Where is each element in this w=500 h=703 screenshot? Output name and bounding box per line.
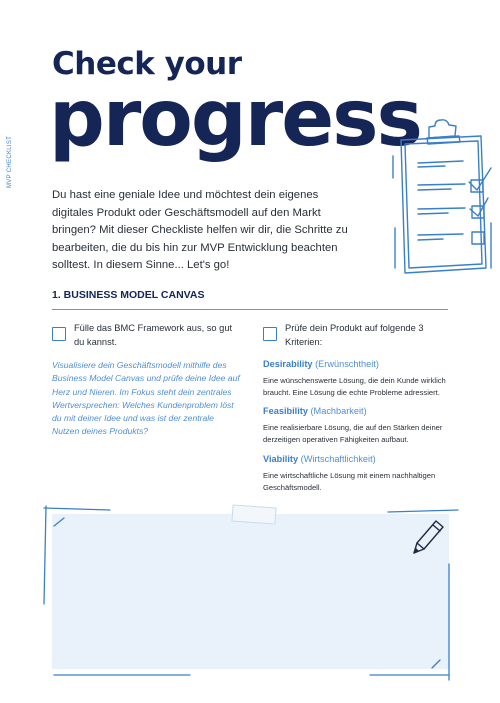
task-criteria: Prüfe dein Produkt auf folgende 3 Kriterien:: [285, 323, 424, 347]
criterion-name: Viability: [263, 454, 299, 464]
criterion-translation: (Erwünschtheit): [315, 359, 379, 369]
notes-frame-sketch: [40, 504, 460, 682]
criterion-name: Feasibility: [263, 406, 308, 416]
criterion-translation: (Wirtschaftlichkeit): [300, 454, 376, 464]
pencil-icon: [412, 518, 446, 556]
criterion-feasibility-text: Eine realisierbare Lösung, die auf den Stärken deiner derzeitigen operativen Fähigkeiten aufbaut.: [263, 423, 443, 444]
bmc-checkbox[interactable]: [52, 327, 66, 341]
side-label: MVP CHECKLIST: [7, 135, 13, 188]
page-title-line1: Check your: [52, 46, 242, 82]
criterion-desirability-heading: [263, 359, 379, 369]
criterion-name: Desirability: [263, 359, 313, 369]
task-bmc: Fülle das BMC Framework aus, so gut du kannst.: [74, 323, 233, 347]
criterion-desirability-text: Eine wünschenswerte Lösung, die dein Kunde wirklich braucht. Eine Lösung die echte Probleme adressiert.: [263, 376, 446, 397]
page-title-line2: progress: [49, 74, 421, 164]
criterion-translation: (Machbarkeit): [310, 406, 367, 416]
criterion-viability-text: Eine wirtschaftliche Lösung mit einem nachhaltigen Geschäftsmodell.: [263, 471, 436, 492]
section-divider: [52, 309, 448, 310]
criteria-checkbox[interactable]: [263, 327, 277, 341]
bmc-hint: Visualisiere dein Geschäftsmodell mithilfe des Business Model Canvas und prüfe deine Idee auf Herz und Nieren. Im Fokus steht dein zentrales Wertversprechen: Welches Kundenproblem löst du mit deiner Idee und was ist der zentrale Nutzen deines Produkts?: [52, 360, 240, 437]
clipboard-checklist-icon: [383, 118, 499, 278]
intro-text: Du hast eine geniale Idee und möchtest dein eigenes digitales Produkt oder Geschäftsmodell auf den Markt bringen? Mit dieser Checkliste helfen wir dir, die Schritte zu bearbeiten, die du bis hin zur MVP Entwicklung beachten solltest. In diesem Sinne... Let's go!: [52, 189, 348, 271]
section-title: 1. BUSINESS MODEL CANVAS: [52, 289, 205, 301]
criterion-feasibility-heading: [263, 406, 367, 416]
criterion-viability-heading: [263, 454, 376, 464]
